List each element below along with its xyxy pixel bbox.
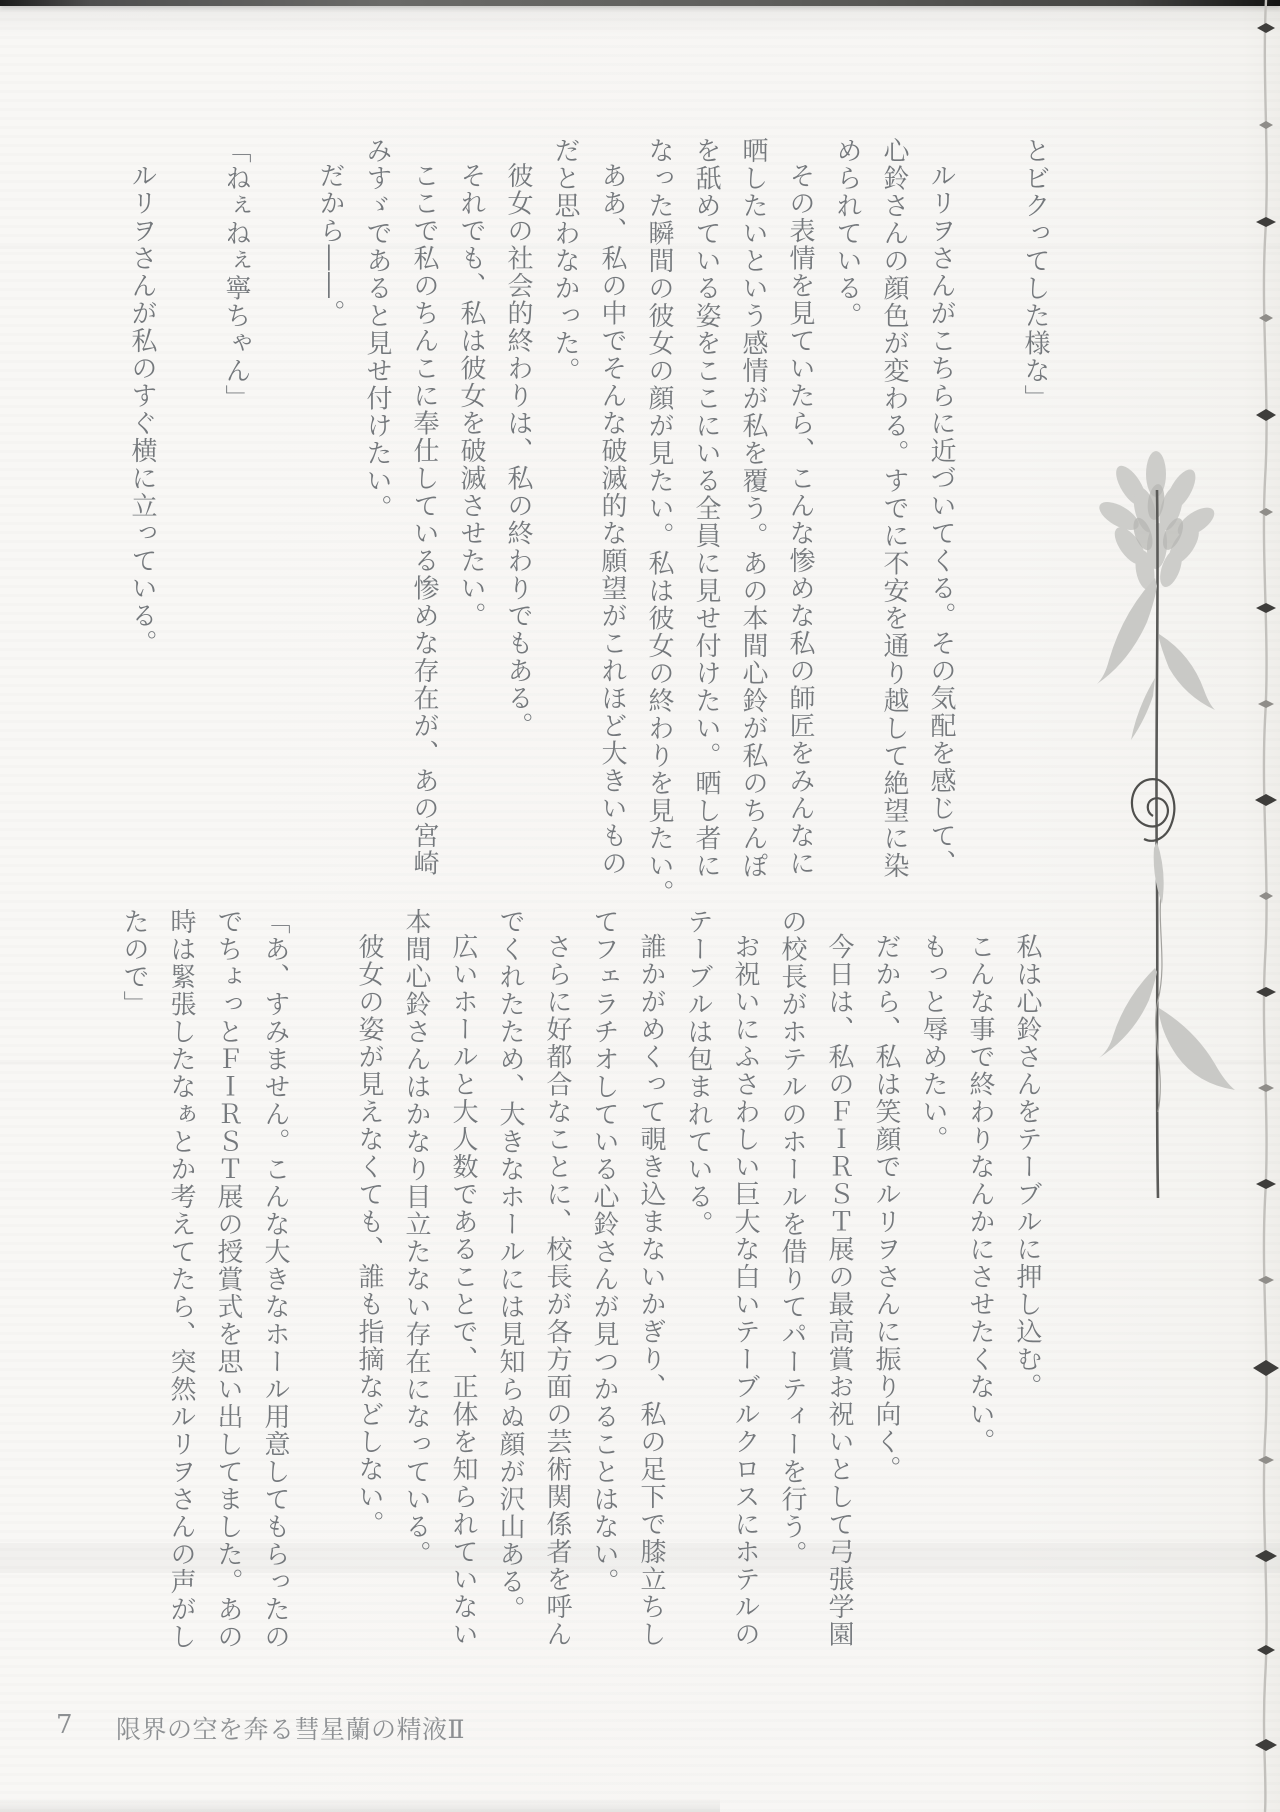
stitch-knot [1257, 1645, 1275, 1655]
stitch-knot [1257, 23, 1275, 33]
text-column: 広いホールと大人数であることで、正体を知られていない [448, 933, 478, 1648]
text-column: でくれたため、大きなホールには見知らぬ顔が沢山ある。 [495, 908, 525, 1623]
text-column: それでも、私は彼女を破滅させたい。 [456, 162, 486, 630]
text-column: 心鈴さんの顔色が変わる。すでに不安を通り越して絶望に染 [879, 137, 909, 880]
stitch-knot [1258, 1276, 1274, 1284]
text-column: ルリヲさんがこちらに近づいてくる。その気配を感じて、 [926, 162, 956, 877]
text-column: お祝いにふさわしい巨大な白いテーブルクロスにホテルの [730, 933, 760, 1648]
stitch-knot [1256, 1179, 1276, 1189]
stitch-knot [1256, 217, 1276, 227]
text-column: ルリヲさんが私のすぐ横に立っている。 [127, 162, 157, 657]
stitch-knot [1255, 794, 1277, 806]
text-column: 「ねぇねぇ寧ちゃん」 [221, 137, 251, 412]
text-column: こんな事で終わりなんかにさせたくない。 [965, 933, 995, 1456]
text-column: 彼女の社会的終わりは、私の終わりでもある。 [503, 162, 533, 740]
stitch-knot [1255, 1550, 1277, 1562]
text-column: たので」 [119, 908, 149, 1018]
text-column: だから、私は笑顔でルリヲさんに振り向く。 [871, 933, 901, 1483]
text-column: だと思わなかった。 [550, 137, 580, 385]
text-column: 時は緊張したなぁとか考えてたら、突然ルリヲさんの声がし [166, 908, 196, 1651]
stitch-knot [1258, 700, 1274, 708]
stitch-knot [1258, 1084, 1274, 1092]
stitch-knot [1259, 314, 1273, 322]
text-column: を舐めている姿をここにいる全員に見せ付けたい。晒し者に [691, 137, 721, 880]
stitch-knot [1258, 1456, 1274, 1464]
flower-ornament-icon [1085, 450, 1245, 1220]
text-column: テーブルは包まれている。 [683, 908, 713, 1238]
binding-stitches-icon [1246, 0, 1280, 1812]
text-column: ああ、私の中でそんな破滅的な願望がこれほど大きいもの [597, 162, 627, 877]
text-column: められている。 [832, 137, 862, 330]
stitch-knot [1253, 1360, 1279, 1376]
stitch-knot [1259, 892, 1273, 900]
page-footer [0, 1710, 1280, 1750]
stitch-knot [1256, 409, 1276, 421]
stitch-knot [1259, 508, 1273, 516]
text-column: 今日は、私のＦＩＲＳＴ展の最高賞お祝いとして弓張学園 [824, 933, 854, 1648]
text-column: みすゞであると見せ付けたい。 [362, 137, 392, 522]
text-column: もっと辱めたい。 [918, 933, 948, 1153]
text-column: だから――。 [315, 162, 345, 327]
text-column: 私は心鈴さんをテーブルに押し込む。 [1012, 933, 1042, 1401]
text-column: 彼女の姿が見えなくても、誰も指摘などしない。 [354, 933, 384, 1538]
text-column: なった瞬間の彼女の顔が見たい。私は彼女の終わりを見たい。 [644, 137, 674, 907]
text-column: の校長がホテルのホールを借りてパーティーを行う。 [777, 908, 807, 1568]
text-column: 「あ、すみません。こんな大きなホール用意してもらったの [260, 908, 290, 1651]
stitch-knot [1259, 121, 1273, 129]
text-column: 誰かがめくって覗き込まないかぎり、私の足下で膝立ちし [636, 933, 666, 1648]
text-column: 晒したいという感情が私を覆う。あの本間心鈴が私のちんぽ [738, 137, 768, 880]
footer-title: 限界の空を奔る彗星蘭の精液Ⅱ [116, 1715, 465, 1744]
text-column: とビクってした様な」 [1020, 137, 1050, 412]
scan-top-haze [0, 6, 1280, 36]
text-column: その表情を見ていたら、こんな惨めな私の師匠をみんなに [785, 162, 815, 877]
text-column: でちょっとＦＩＲＳＴ展の授賞式を思い出してました。あの [213, 908, 243, 1651]
page-number: 7 [56, 1710, 73, 1740]
stitch-knot [1256, 603, 1276, 613]
text-column: さらに好都合なことに、校長が各方面の芸術関係者を呼ん [542, 933, 572, 1648]
stitch-knot [1256, 987, 1276, 997]
text-column: てフェラチオしている心鈴さんが見つかることはない。 [589, 908, 619, 1596]
text-column: 本間心鈴さんはかなり目立たない存在になっている。 [401, 908, 431, 1568]
scan-bottom-shadow [0, 1798, 720, 1812]
text-column: ここで私のちんこに奉仕している惨めな存在が、あの宮崎 [409, 162, 439, 877]
scan-streak [0, 246, 1280, 249]
